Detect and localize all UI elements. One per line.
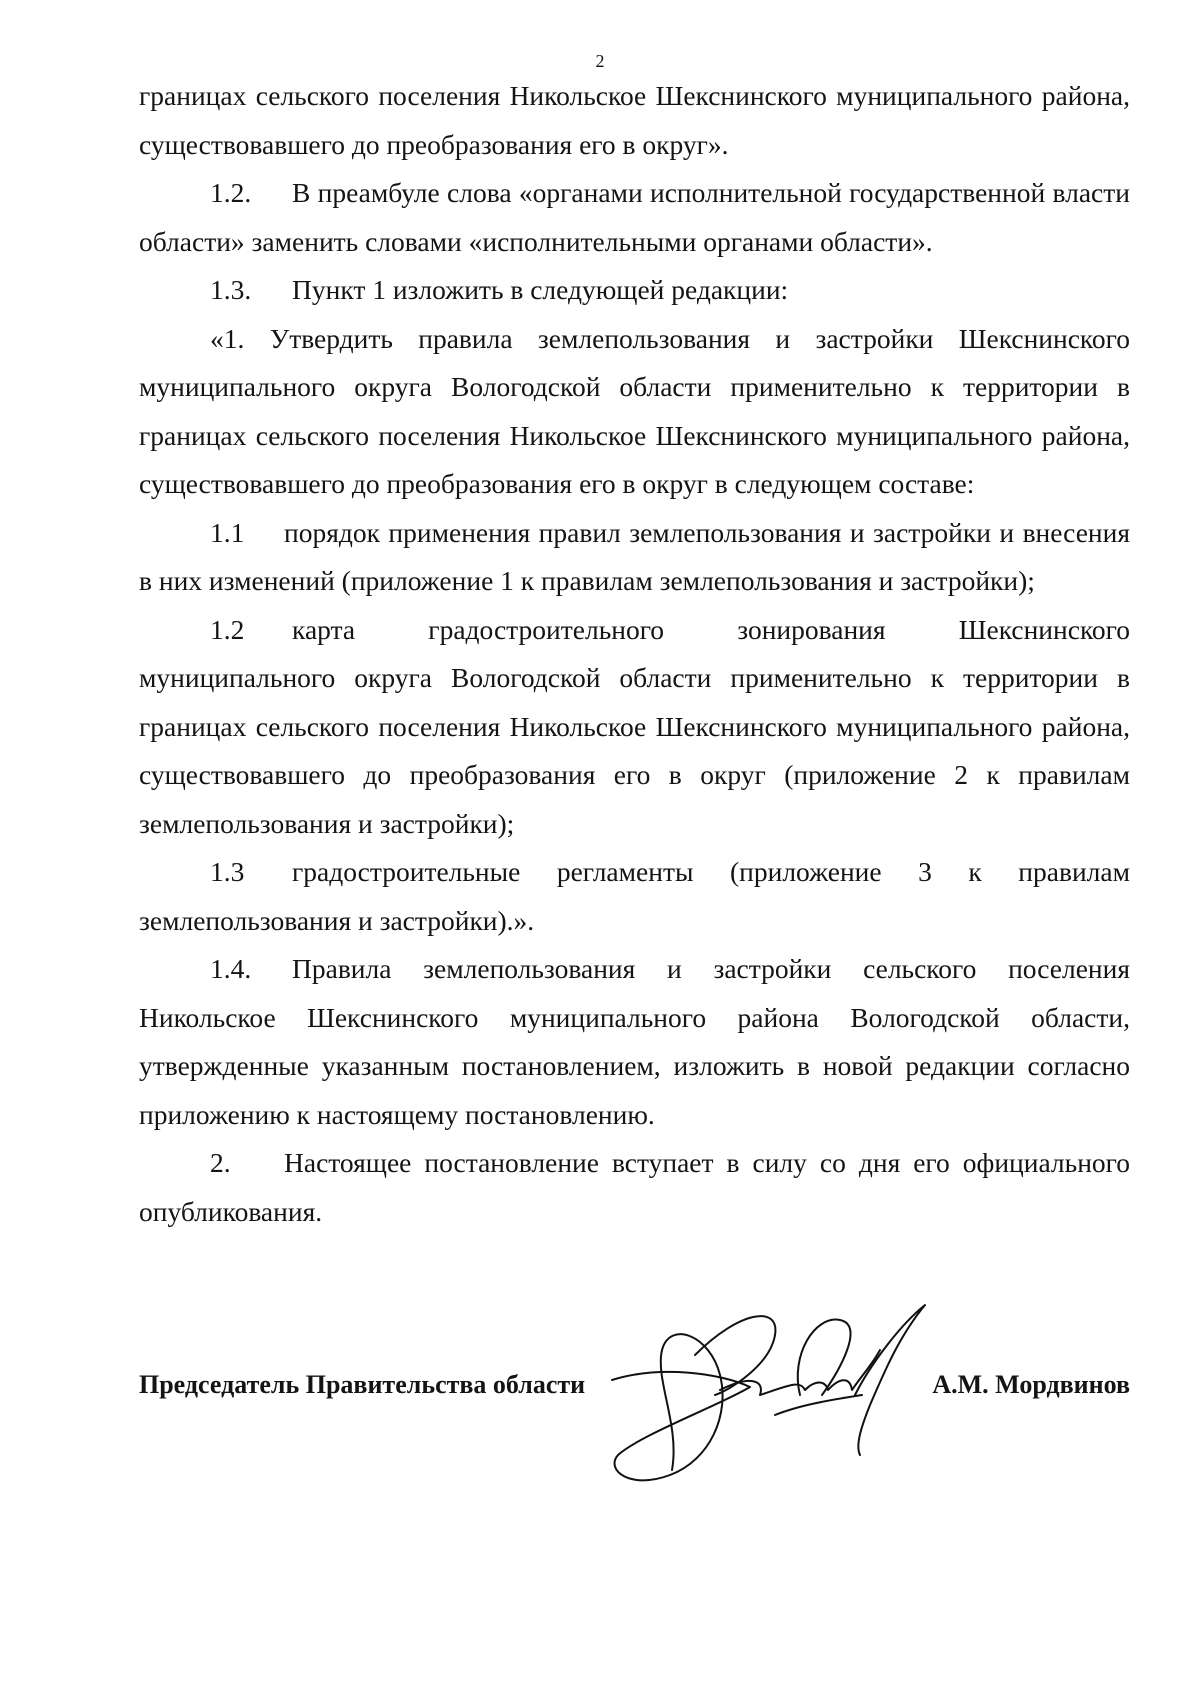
paragraph-1-3 <box>139 266 1130 315</box>
paragraph-sub-1-2 <box>139 606 1130 849</box>
paragraph-sub-1-1 <box>139 509 1130 606</box>
paragraph-number: 1.4. <box>210 953 252 984</box>
paragraph-text: «1. Утвердить правила землепользования и застройки Шекснинского муниципального округа Вологодской области применительно к территории в границах сельского поселения Никольское Шекснинского муниципального района, существовавшего до преобразования его в округ в следующем составе: <box>139 322 1130 499</box>
signatory-title: Председатель Правительства области <box>139 1370 586 1399</box>
paragraph-text: порядок применения правил землепользования и застройки и внесения в них изменений (приложение 1 к правилам землепользования и застройки); <box>139 516 1130 596</box>
signatory-name: А.М. Мордвинов <box>932 1370 1130 1399</box>
paragraph-number: 1.1 <box>210 516 245 548</box>
paragraph-1-4 <box>139 945 1130 1139</box>
paragraph-text: градостроительные регламенты (приложение 3 к правилам землепользования и застройки).». <box>139 856 1130 936</box>
paragraph-quoted-item-1 <box>139 315 1130 509</box>
paragraph-number: 1.2. <box>210 177 252 208</box>
paragraph-text: Пункт 1 изложить в следующей редакции: <box>292 274 789 305</box>
paragraph-text: карта градостроительного зонирования Шекснинского муниципального округа Вологодской области применительно к территории в границах сельского поселения Никольское Шекснинского муниципального района, существовавшего до преобразования его в округ (приложение 2 к правилам землепользования и застройки); <box>139 613 1130 839</box>
page-number: 2 <box>595 51 605 71</box>
paragraph-sub-1-3 <box>139 848 1130 945</box>
paragraph-number: 1.3 <box>210 856 245 887</box>
paragraph-text: Правила землепользования и застройки сельского поселения Никольское Шекснинского муниципального района Вологодской области, утвержденные указанным постановлением, изложить в новой редакции согласно приложению к настоящему постановлению. <box>139 953 1130 1130</box>
paragraph-text: Настоящее постановление вступает в силу со дня его официального опубликования. <box>139 1147 1130 1227</box>
paragraph-continuation <box>139 72 1130 169</box>
paragraph-number: 1.3. <box>210 274 252 305</box>
document-body <box>139 72 1130 1236</box>
paragraph-1-2 <box>139 169 1130 266</box>
paragraph-number: 1.2 <box>210 613 245 645</box>
paragraph-number: 2. <box>210 1147 231 1178</box>
paragraph-text: В преамбуле слова «органами исполнительной государственной власти области» заменить словами «исполнительными органами области». <box>139 177 1130 257</box>
handwritten-signature <box>600 1295 960 1495</box>
paragraph-text: границах сельского поселения Никольское Шекснинского муниципального района, существовавшего до преобразования его в округ». <box>139 80 1130 160</box>
paragraph-2 <box>139 1139 1130 1236</box>
